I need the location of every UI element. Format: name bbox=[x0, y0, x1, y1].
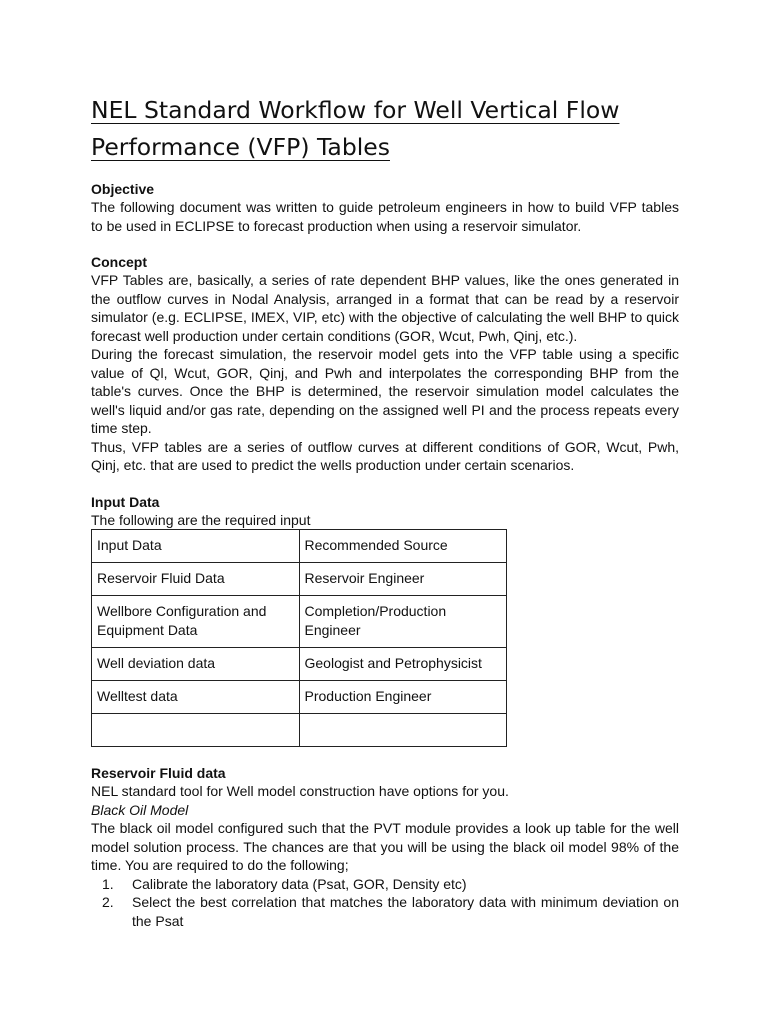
table-row bbox=[92, 648, 507, 681]
table-row bbox=[92, 681, 507, 714]
table-cell: Reservoir Engineer bbox=[299, 563, 507, 596]
input-data-table bbox=[91, 529, 507, 747]
document-page bbox=[91, 92, 679, 930]
list-text: Select the best correlation that matches the laboratory data with minimum deviation on the Psat bbox=[132, 894, 679, 929]
table-cell: Well deviation data bbox=[92, 648, 300, 681]
concept-heading: Concept bbox=[91, 254, 147, 270]
list-item bbox=[91, 893, 679, 930]
table-cell bbox=[299, 714, 507, 747]
document-title bbox=[91, 92, 679, 166]
table-row bbox=[92, 530, 507, 563]
objective-heading: Objective bbox=[91, 181, 155, 197]
table-cell bbox=[92, 714, 300, 747]
table-row bbox=[92, 596, 507, 648]
table-cell: Production Engineer bbox=[299, 681, 507, 714]
table-row bbox=[92, 563, 507, 596]
objective-text: The following document was written to guide petroleum engineers in how to build VFP tables to be used in ECLIPSE to forecast production when using a reservoir simulator. bbox=[91, 199, 679, 234]
title-line-2: Performance (VFP) Tables bbox=[91, 133, 390, 161]
table-cell: Geologist and Petrophysicist bbox=[299, 648, 507, 681]
table-cell: Recommended Source bbox=[299, 530, 507, 563]
black-oil-text: The black oil model configured such that the PVT module provides a look up table for the well model solution process. The chances are that you will be using the black oil model 98% of the time. You are required to do the following; bbox=[91, 820, 679, 873]
list-text: Calibrate the laboratory data (Psat, GOR, Density etc) bbox=[132, 875, 467, 892]
list-number: 2. bbox=[102, 894, 114, 910]
table-cell: Welltest data bbox=[92, 681, 300, 714]
table-cell: Completion/Production Engineer bbox=[299, 596, 507, 648]
steps-list bbox=[91, 875, 679, 931]
input-data-heading: Input Data bbox=[91, 493, 160, 510]
table-cell: Reservoir Fluid Data bbox=[92, 563, 300, 596]
table-cell: Wellbore Configuration and Equipment Data bbox=[92, 596, 300, 648]
input-data-intro: The following are the required input bbox=[91, 511, 311, 528]
concept-paragraph-3: Thus, VFP tables are a series of outflow curves at different conditions of GOR, Wcut, Pwh, Qinj, etc. that are used to predict the wells production under certain scenarios. bbox=[91, 438, 679, 473]
table-row bbox=[92, 714, 507, 747]
concept-paragraph-1: VFP Tables are, basically, a series of rate dependent BHP values, like the ones generated in the outflow curves in Nodal Analysis, arranged in a format that can be read by a reservoir simulator (e.g. ECLIPSE, IMEX, VIP, etc) with the objective of calculating the well BHP to quick forecast well production under certain conditions (GOR, Wcut, Pwh, Qinj, etc.). bbox=[91, 272, 679, 344]
table-cell: Input Data bbox=[92, 530, 300, 563]
title-line-1: NEL Standard Workflow for Well Vertical Flow bbox=[91, 96, 620, 124]
concept-paragraph-2: During the forecast simulation, the reservoir model gets into the VFP table using a specific value of Ql, Wcut, GOR, Qinj, and Pwh and interpolates the corresponding BHP from the table's curves. Once the BHP is determined, the reservoir simulation model calculates the well's liquid and/or gas rate, depending on the assigned well PI and the process repeats every time step. bbox=[91, 346, 679, 436]
reservoir-fluid-heading: Reservoir Fluid data bbox=[91, 765, 226, 781]
black-oil-subheading: Black Oil Model bbox=[91, 801, 189, 818]
reservoir-fluid-intro: NEL standard tool for Well model construction have options for you. bbox=[91, 783, 509, 799]
list-item bbox=[91, 875, 679, 894]
list-number: 1. bbox=[102, 875, 114, 892]
